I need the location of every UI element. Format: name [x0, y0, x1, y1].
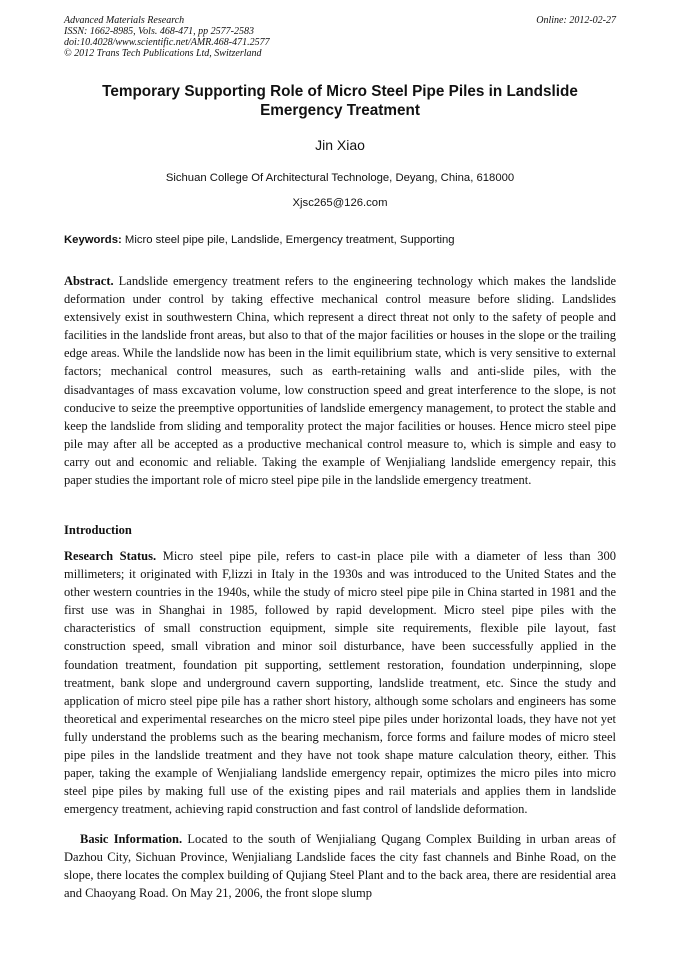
basic-information-text: Located to the south of Wenjialiang Qugang Complex Building in urban areas of Dazhou City, Sichuan Province, Wenjialiang Landslide faces the city fast channels and Binhe Road, on the slope, there locates the complex building of Qujiang Steel Plant and to the back area, there are residential area and Chaoyang Road. On May 21, 2006, the front slope slump: [64, 832, 617, 901]
issn-line: ISSN: 1662-8985, Vols. 468-471, pp 2577-2583: [64, 26, 254, 37]
research-status-text: Micro steel pipe pile, refers to cast-in place pile with a diameter of less than 300 millimeters; it originated with F,lizzi in Italy in the 1930s and was introduced to the United States and the other western countries in the 1940s, while the study of micro steel pipe pile in China started in 1981 and the first use was in Shanghai in 1985, followed by rapid development. Micro steel pipe piles with the characteristics of small construction equipment, simple site requirements, flexible pile layout, fast construction speed, small vibration and minor soil disturbance, have been successfully applied in the foundation treatment, foundation pit supporting, settlement restoration, foundation underpinning, slope treatment, bank slope and underground cavern supporting, landslide treatment, etc. Since the study and application of micro steel pipe pile has a rather short history, although some scholars and engineers has some theoretical and experimental researches on the micro steel pipe piles under horizontal loads, they have not yet fully understand the problems such as the bearing mechanism, force forms and failure modes of micro steel pipe piles in the landslide treatment and they have not took shape mature calculation theory, either. This paper, taking the example of Wenjialiang landslide emergency repair, optimizes the micro piles into micro steel pipe piles by making full use of the existing pipes and rail materials and applies them in landslide emergency treatment, achieving rapid construction and fast control of landslide deformation.: [64, 549, 616, 817]
online-date: Online: 2012-02-27: [536, 15, 616, 26]
journal-name: Advanced Materials Research: [64, 15, 185, 26]
journal-header: [64, 15, 616, 59]
copyright-line: © 2012 Trans Tech Publications Ltd, Switzerland: [64, 48, 262, 59]
abstract-label: Abstract.: [64, 274, 114, 288]
abstract-text: Landslide emergency treatment refers to the engineering technology which makes the landslide deformation under control by taking effective mechanical control measure before sliding. Landslides extensively exist in southwestern China, which represent a direct threat not only to the safety of people and facilities in the landslide front areas, but also to that of the major facilities or houses in the slope or the trailing edge areas. While the landslide now has been in the limit equilibrium state, which is very sensitive to external factors; mechanical control measures, such as earth-retaining walls and anti-slide piles, with the disadvantages of mass excavation volume, low construction speed and great interference to the slope, is not conducive to seize the preemptive opportunities of landslide emergency management, to protect the stable and keep the landslide from sliding and temporality protect the major facilities or houses. Hence micro steel pipe pile may after all be accepted as a productive mechanical control measure to, which is simple and easy to carry out and economic and reliable. Taking the example of Wenjialiang landslide emergency repair, this paper studies the important role of micro steel pipe pile in the landslide emergency treatment.: [64, 274, 616, 488]
keywords: [64, 233, 616, 247]
research-status-label: Research Status.: [64, 549, 157, 563]
introduction-heading: Introduction: [64, 523, 132, 537]
author-affiliation: Sichuan College Of Architectural Technologe, Deyang, China, 618000: [165, 172, 515, 184]
abstract-paragraph: [64, 272, 616, 489]
author-email: Xjsc265@126.com: [292, 197, 388, 209]
keywords-label: Keywords:: [64, 234, 122, 246]
doi-line: doi:10.4028/www.scientific.net/AMR.468-471.2577: [64, 37, 270, 48]
basic-information-label: Basic Information.: [80, 832, 183, 846]
author-name: Jin Xiao: [315, 137, 365, 153]
keywords-text: Micro steel pipe pile, Landslide, Emergency treatment, Supporting: [121, 234, 455, 246]
paper-title: Temporary Supporting Role of Micro Steel Pipe Piles in Landslide Emergency Treatment: [102, 83, 578, 119]
research-status-paragraph: [64, 547, 616, 818]
basic-information-paragraph: [64, 830, 616, 902]
